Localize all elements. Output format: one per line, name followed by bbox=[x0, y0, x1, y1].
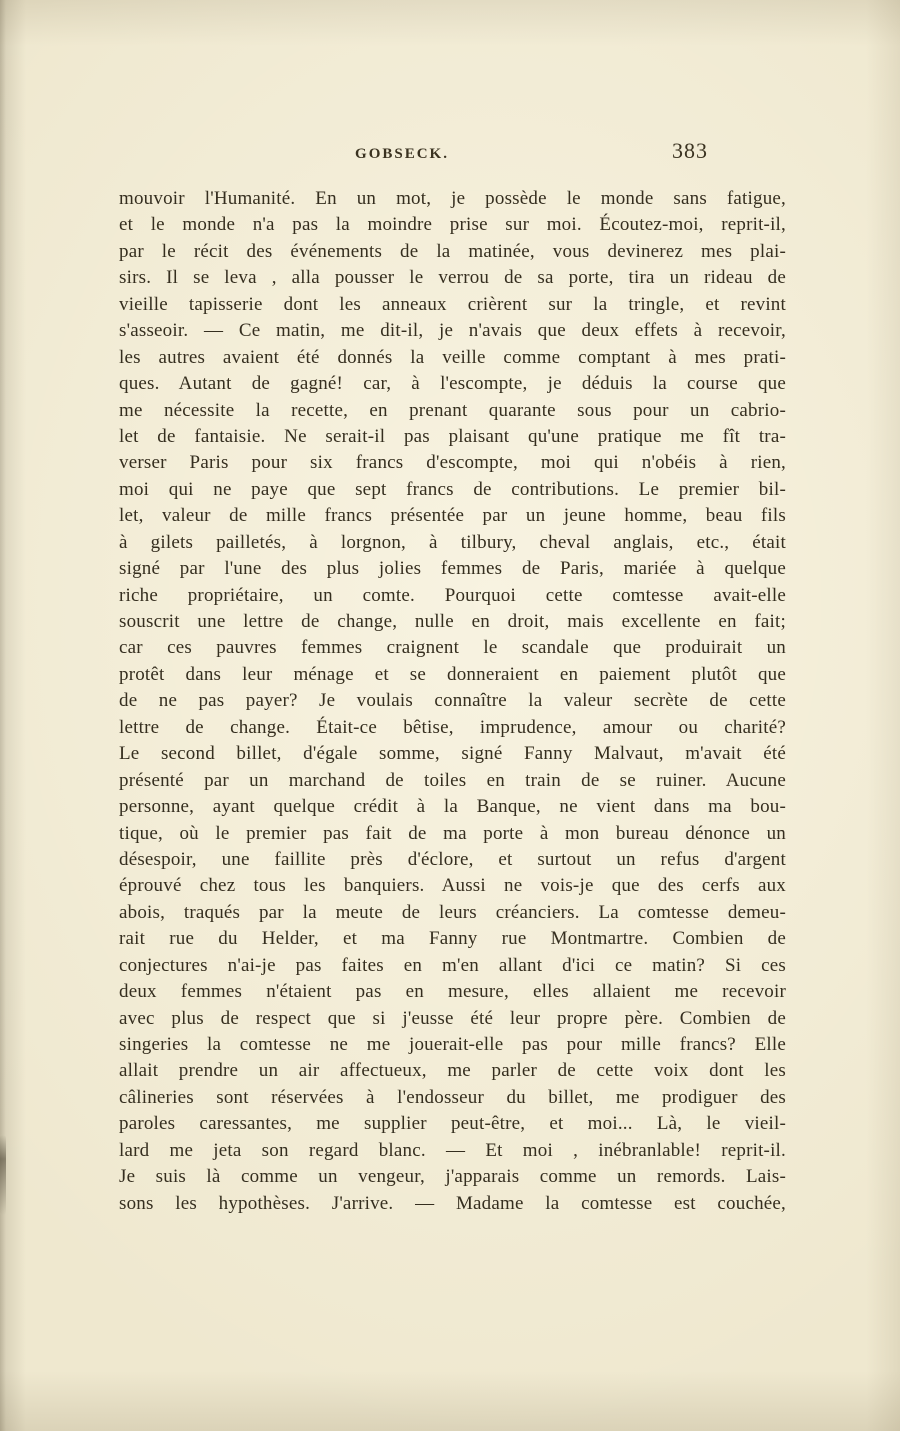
text-line: deux femmes n'étaient pas en mesure, elles allaient me recevoir bbox=[119, 981, 786, 1003]
text-line: Le second billet, d'égale somme, signé Fanny Malvaut, m'avait été bbox=[119, 743, 786, 765]
text-line: paroles caressantes, me supplier peut-être, et moi... Là, le vieil- bbox=[119, 1113, 786, 1135]
body-text bbox=[119, 186, 786, 1217]
text-line: personne, ayant quelque crédit à la Banque, ne vient dans ma bou- bbox=[119, 796, 786, 818]
text-line: sons les hypothèses. J'arrive. — Madame la comtesse est couchée, bbox=[119, 1192, 786, 1214]
page-number: 383 bbox=[672, 138, 708, 163]
scan-edge-artifact bbox=[0, 1135, 6, 1215]
text-line: rait rue du Helder, et ma Fanny rue Montmartre. Combien de bbox=[119, 928, 786, 950]
text-line: car ces pauvres femmes craignent le scandale que produirait un bbox=[119, 637, 786, 659]
text-line: désespoir, une faillite près d'éclore, et surtout un refus d'argent bbox=[119, 848, 786, 870]
text-line: mouvoir l'Humanité. En un mot, je possède le monde sans fatigue, bbox=[119, 188, 786, 209]
text-line: souscrit une lettre de change, nulle en droit, mais excellente en fait; bbox=[119, 611, 786, 632]
text-line: s'asseoir. — Ce matin, me dit-il, je n'avais que deux effets à recevoir, bbox=[119, 320, 786, 342]
text-line: let de fantaisie. Ne serait-il pas plaisant qu'une pratique me fît tra- bbox=[119, 425, 786, 447]
text-line: signé par l'une des plus jolies femmes de Paris, mariée à quelque bbox=[119, 558, 786, 580]
text-line: sirs. Il se leva , alla pousser le verrou de sa porte, tira un rideau de bbox=[119, 267, 786, 289]
text-line: singeries la comtesse ne me jouerait-elle pas pour mille francs? Elle bbox=[119, 1034, 786, 1055]
text-line: abois, traqués par la meute de leurs créanciers. La comtesse demeu- bbox=[119, 901, 786, 923]
text-line: avec plus de respect que si j'eusse été leur propre père. Combien de bbox=[119, 1007, 786, 1029]
text-line: éprouvé chez tous les banquiers. Aussi ne vois-je que des cerfs aux bbox=[119, 875, 786, 897]
text-line: et le monde n'a pas la moindre prise sur moi. Écoutez-moi, reprit-il, bbox=[119, 214, 786, 236]
text-line: vieille tapisserie dont les anneaux crièrent sur la tringle, et revint bbox=[119, 293, 786, 315]
text-line: protêt dans leur ménage et se donneraient en paiement plutôt que bbox=[119, 663, 786, 685]
text-line: lettre de change. Était-ce bêtise, imprudence, amour ou charité? bbox=[119, 716, 786, 738]
text-line: lard me jeta son regard blanc. — Et moi , inébranlable! reprit-il. bbox=[119, 1139, 786, 1161]
text-line: les autres avaient été donnés la veille comme comptant à mes prati- bbox=[119, 346, 786, 368]
text-line: à gilets pailletés, à lorgnon, à tilbury, cheval anglais, etc., était bbox=[119, 531, 786, 553]
text-line: riche propriétaire, un comte. Pourquoi cette comtesse avait-elle bbox=[119, 584, 786, 606]
text-line: par le récit des événements de la matinée, vous devinerez mes plai- bbox=[119, 240, 786, 262]
text-line: verser Paris pour six francs d'escompte, moi qui n'obéis à rien, bbox=[119, 452, 786, 474]
text-line: câlineries sont réservées à l'endosseur du billet, me prodiguer des bbox=[119, 1086, 786, 1108]
text-line: moi qui ne paye que sept francs de contributions. Le premier bil- bbox=[119, 478, 786, 500]
text-line: de ne pas payer? Je voulais connaître la valeur secrète de cette bbox=[119, 690, 786, 712]
text-line: tique, où le premier pas fait de ma porte à mon bureau dénonce un bbox=[119, 822, 786, 844]
text-line: conjectures n'ai-je pas faites en m'en allant d'ici ce matin? Si ces bbox=[119, 954, 786, 976]
text-line: Je suis là comme un vengeur, j'apparais comme un remords. Lais- bbox=[119, 1166, 786, 1188]
text-line: allait prendre un air affectueux, me parler de cette voix dont les bbox=[119, 1060, 786, 1082]
text-line: let, valeur de mille francs présentée par un jeune homme, beau fils bbox=[119, 505, 786, 527]
text-line: me nécessite la recette, en prenant quarante sous pour un cabrio- bbox=[119, 399, 786, 421]
text-line: présenté par un marchand de toiles en train de se ruiner. Aucune bbox=[119, 769, 786, 791]
running-title: GOBSECK. bbox=[355, 146, 449, 162]
text-line: ques. Autant de gagné! car, à l'escompte, je déduis la course que bbox=[119, 373, 786, 395]
